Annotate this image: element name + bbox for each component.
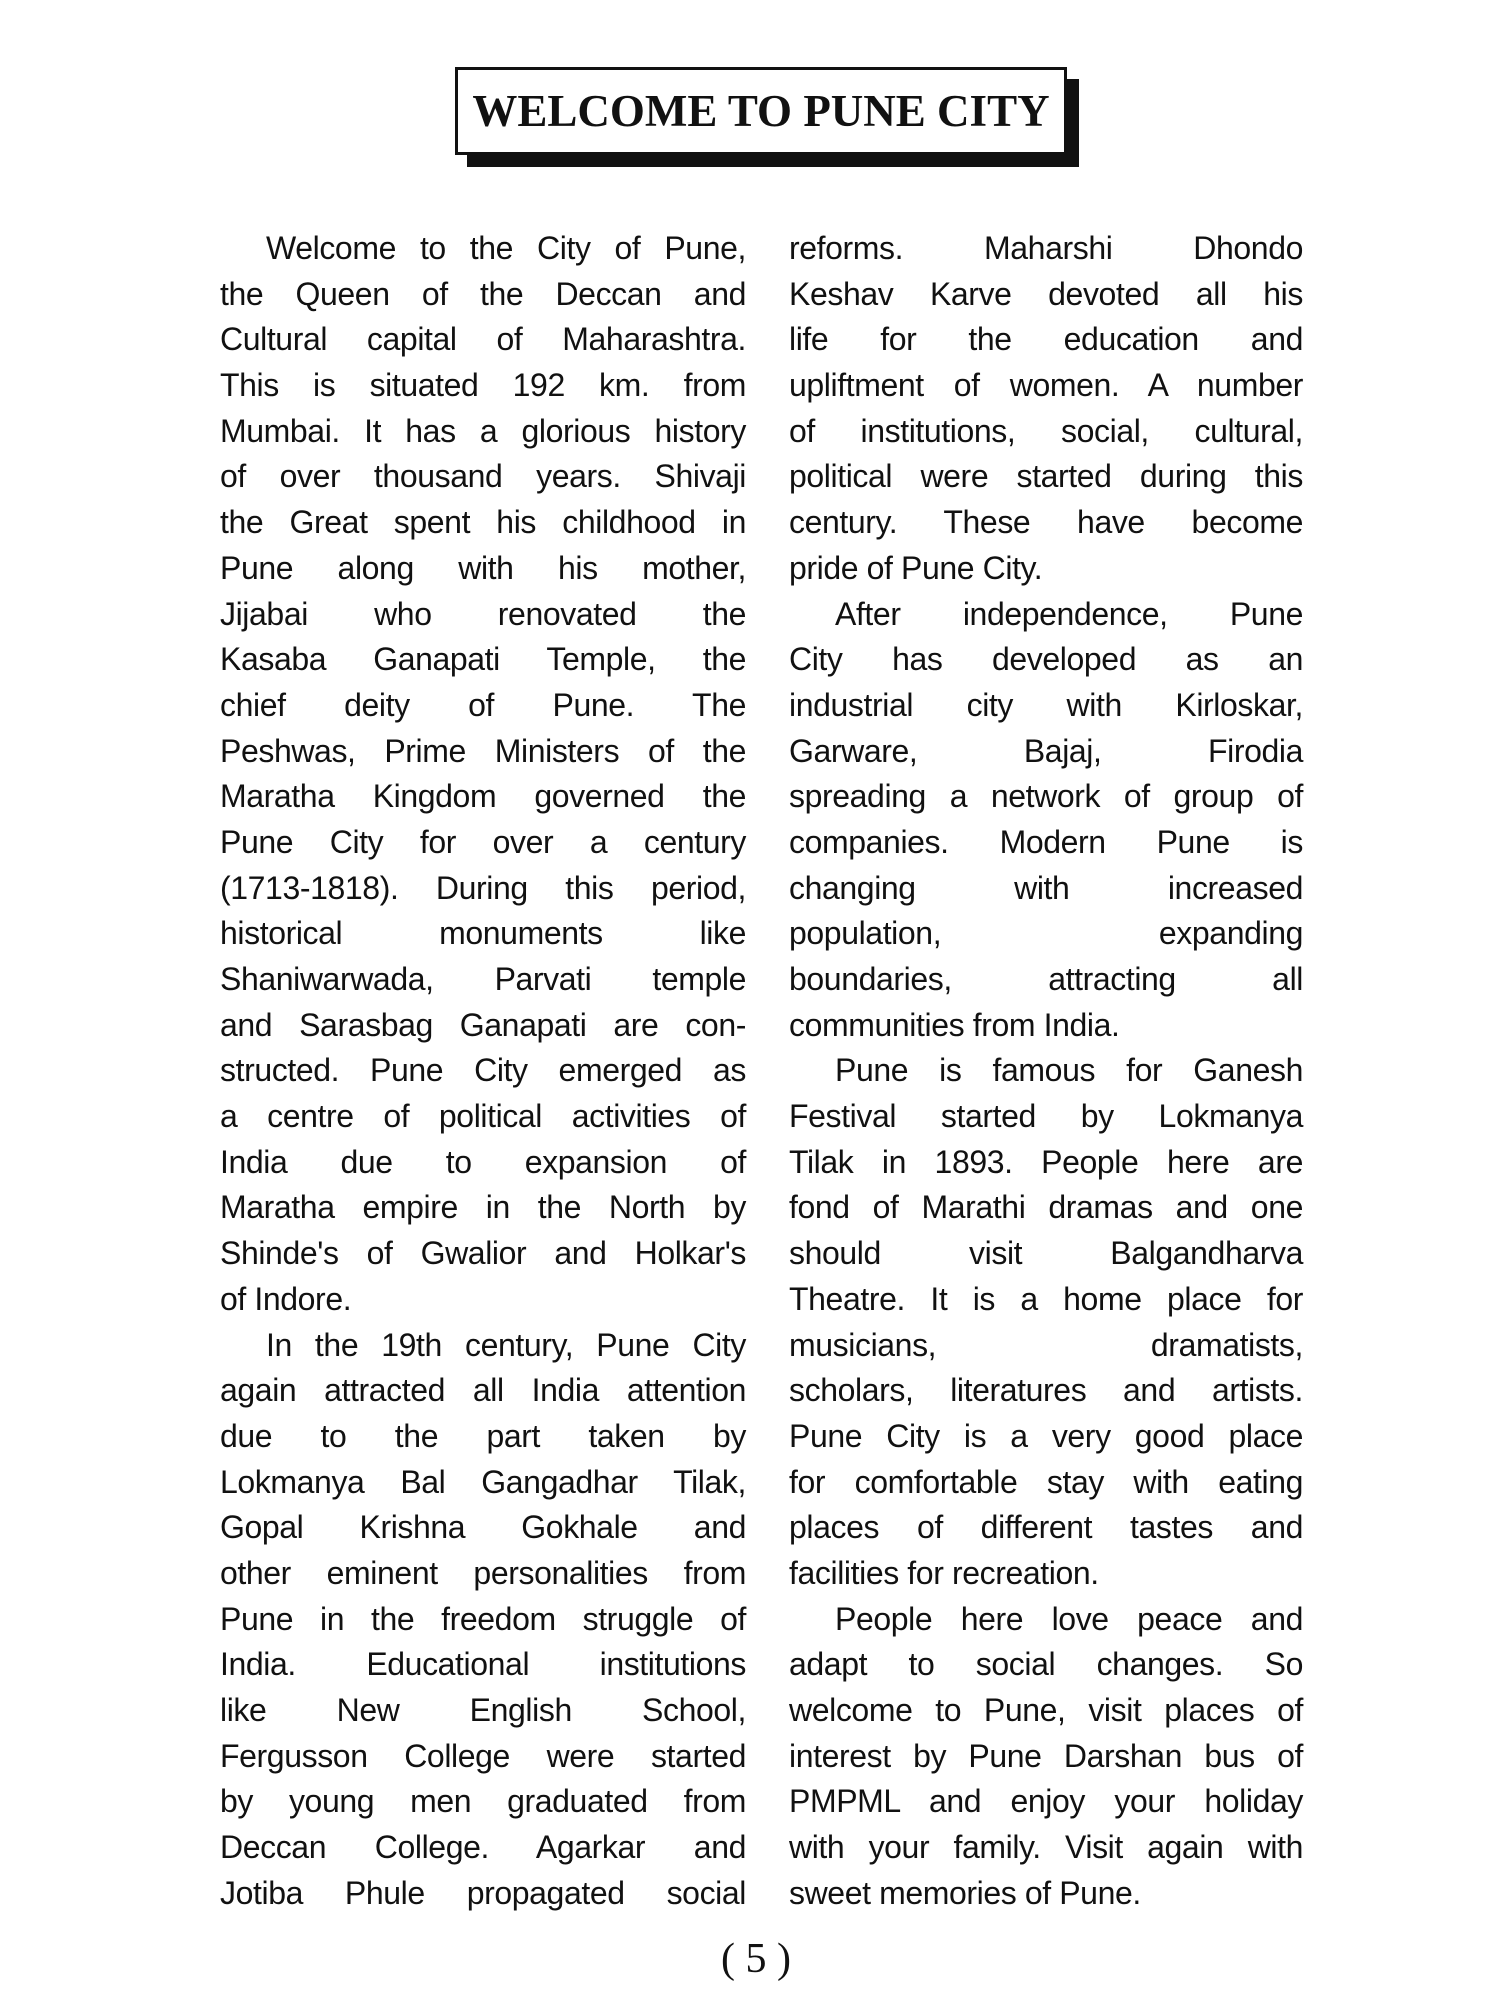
text-line: upliftment of women. A number — [789, 367, 1303, 404]
text-line: People here love peace and — [835, 1600, 1303, 1637]
text-line: India due to expansion of — [220, 1143, 746, 1180]
text-line: Gopal Krishna Gokhale and — [220, 1509, 746, 1546]
text-line: reforms. Maharshi Dhondo — [789, 230, 1303, 266]
text-line: Tilak in 1893. People here are — [789, 1143, 1303, 1180]
page-number: ( 5 ) — [721, 1936, 791, 1982]
text-line: spreading a network of group of — [789, 778, 1303, 815]
text-line: places of different tastes and — [789, 1509, 1303, 1546]
text-line: Jotiba Phule propagated social — [220, 1874, 746, 1911]
text-line: century. These have become — [789, 504, 1303, 541]
text-line: Keshav Karve devoted all his — [789, 275, 1303, 312]
text-line: India. Educational institutions — [220, 1646, 746, 1683]
text-line: fond of Marathi dramas and one — [789, 1189, 1303, 1226]
text-line: Deccan College. Agarkar and — [220, 1829, 746, 1866]
text-line: Festival started by Lokmanya — [789, 1098, 1303, 1135]
text-line: Garware, Bajaj, Firodia — [789, 732, 1303, 769]
text-line: boundaries, attracting all — [789, 961, 1303, 997]
text-line: Shinde's of Gwalior and Holkar's — [220, 1235, 746, 1272]
text-line: life for the education and — [789, 321, 1303, 358]
text-line: Shaniwarwada, Parvati temple — [220, 961, 746, 997]
text-line: City has developed as an — [789, 641, 1303, 678]
page-title: WELCOME TO PUNE CITY — [472, 86, 1050, 136]
text-line: Fergusson College were started — [220, 1737, 746, 1774]
text-line: like New English School, — [220, 1692, 746, 1728]
text-line: should visit Balgandharva — [789, 1235, 1303, 1272]
text-line: and Sarasbag Ganapati are con- — [220, 1006, 746, 1043]
text-line: musicians, dramatists, — [789, 1326, 1303, 1363]
text-line: Pune is famous for Ganesh — [835, 1052, 1303, 1089]
text-line: structed. Pune City emerged as — [220, 1052, 746, 1089]
text-line: (1713-1818). During this period, — [220, 869, 746, 906]
text-line: Pune City is a very good place — [789, 1417, 1303, 1454]
text-line: PMPML and enjoy your holiday — [789, 1783, 1303, 1820]
text-line: with your family. Visit again with — [789, 1829, 1303, 1866]
text-line: the Queen of the Deccan and — [220, 275, 746, 312]
text-line: Pune along with his mother, — [220, 549, 746, 586]
text-line: This is situated 192 km. from — [220, 367, 746, 404]
text-line: adapt to social changes. So — [789, 1646, 1303, 1683]
right-column — [789, 226, 1303, 1916]
text-line: Peshwas, Prime Ministers of the — [220, 732, 746, 769]
text-line: After independence, Pune — [835, 595, 1303, 632]
text-line: scholars, literatures and artists. — [789, 1372, 1303, 1409]
text-line: the Great spent his childhood in — [220, 504, 746, 541]
text-line: historical monuments like — [220, 915, 746, 952]
text-line: Mumbai. It has a glorious history — [220, 412, 746, 449]
text-line: political were started during this — [789, 458, 1303, 495]
text-line: changing with increased — [789, 869, 1303, 906]
text-line: of institutions, social, cultural, — [789, 412, 1303, 449]
text-line: industrial city with Kirloskar, — [789, 686, 1303, 723]
text-line: due to the part taken by — [220, 1417, 746, 1454]
text-line: Theatre. It is a home place for — [789, 1280, 1303, 1317]
text-line: sweet memories of Pune. — [789, 1874, 1141, 1911]
text-line: Maratha Kingdom governed the — [220, 778, 746, 815]
text-line: Lokmanya Bal Gangadhar Tilak, — [220, 1463, 746, 1500]
text-line: of Indore. — [220, 1280, 352, 1317]
text-line: welcome to Pune, visit places of — [789, 1692, 1303, 1728]
text-line: interest by Pune Darshan bus of — [789, 1737, 1303, 1774]
text-line: population, expanding — [789, 915, 1303, 952]
text-line: other eminent personalities from — [220, 1554, 746, 1591]
left-column — [220, 226, 746, 1916]
text-line: a centre of political activities of — [220, 1098, 746, 1135]
text-line: Cultural capital of Maharashtra. — [220, 321, 746, 358]
text-line: of over thousand years. Shivaji — [220, 458, 746, 495]
text-line: Pune City for over a century — [220, 823, 746, 860]
text-line: In the 19th century, Pune City — [266, 1326, 746, 1363]
text-line: Maratha empire in the North by — [220, 1189, 746, 1226]
text-line: communities from India. — [789, 1006, 1120, 1043]
text-line: Welcome to the City of Pune, — [266, 230, 746, 266]
text-line: pride of Pune City. — [789, 549, 1043, 586]
text-line: companies. Modern Pune is — [789, 823, 1303, 860]
title-box — [455, 67, 1067, 155]
text-line: Pune in the freedom struggle of — [220, 1600, 746, 1637]
text-line: again attracted all India attention — [220, 1372, 746, 1409]
text-line: by young men graduated from — [220, 1783, 746, 1820]
text-line: for comfortable stay with eating — [789, 1463, 1303, 1500]
text-line: chief deity of Pune. The — [220, 686, 746, 723]
text-line: Kasaba Ganapati Temple, the — [220, 641, 746, 678]
text-line: Jijabai who renovated the — [220, 595, 746, 632]
text-line: facilities for recreation. — [789, 1554, 1099, 1591]
